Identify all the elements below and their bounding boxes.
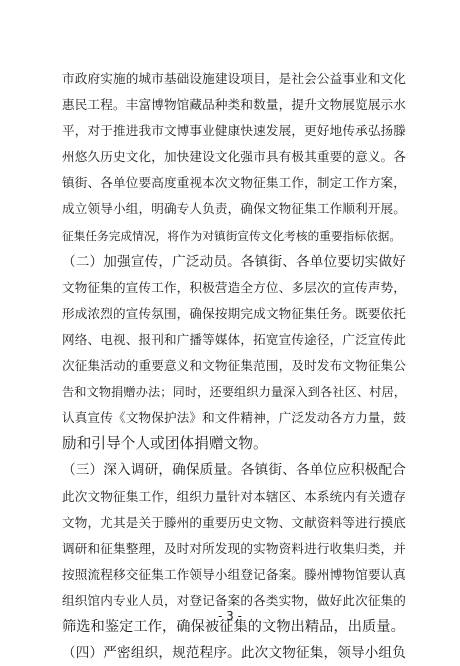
text-line: 筛选和鉴定工作，确保被征集的文物出精品，出质量。 — [62, 618, 405, 635]
text-line: 形成浓烈的宣传氛围，确保按期完成文物征集任务。既要依托 — [62, 305, 406, 321]
text-line: 文物，尤其是关于滕州的重要历史文物、文献资料等进行摸底 — [62, 514, 406, 530]
page-number: - 3 - — [218, 609, 242, 623]
text-line: 惠民工程。丰富博物馆藏品种类和数量，提升文物展览展示水 — [62, 97, 406, 113]
text-line: 网络、电视、报刊和广播等媒体，拓宽宣传途径，广泛宣传此 — [62, 331, 406, 347]
text-line: 征集任务完成情况，将作为对镇街宣传文化考核的重要指标依据。 — [62, 228, 402, 243]
text-line: 平，对于推进我市文博事业健康快速发展，更好地传承弘扬滕 — [62, 123, 406, 139]
section-heading-line: （二）加强宣传，广泛动员。各镇街、各单位要切实做好 — [62, 253, 406, 270]
text-line: 镇街、各单位要高度重视本次文物征集工作，制定工作方案， — [62, 175, 406, 191]
text-line: 调研和征集整理，及时对所发现的实物资料进行收集归类，并 — [62, 540, 406, 556]
section-heading-line: （四）严密组织，规范程序。此次文物征集，领导小组负 — [62, 645, 406, 662]
text-line: 按照流程移交征集工作领导小组登记备案。滕州博物馆要认真 — [62, 566, 406, 582]
text-line: 告和文物捐赠办法；同时，还要组织力量深入到各社区、村居， — [62, 385, 407, 400]
text-line: 励和引导个人或团体捐赠文物。 — [62, 435, 268, 453]
body-text — [62, 66, 406, 666]
section-heading-line: （三）深入调研，确保质量。各镇街、各单位应积极配合 — [62, 462, 406, 479]
text-line: 认真宣传《文物保护法》和文件精神，广泛发动各方力量，鼓 — [62, 410, 406, 426]
text-line: 市政府实施的城市基础设施建设项目，是社会公益事业和文化 — [62, 71, 406, 86]
text-line: 文物征集的宣传工作，积极营造全方位、多层次的宣传声势， — [62, 279, 406, 295]
text-line: 成立领导小组，明确专人负责，确保文物征集工作顺利开展。 — [62, 201, 406, 217]
text-line: 组织馆内专业人员，对登记备案的各类实物，做好此次征集的 — [62, 592, 406, 608]
text-line: 州悠久历史文化，加快建设文化强市具有极其重要的意义。各 — [62, 149, 406, 165]
text-line: 此次文物征集工作，组织力量针对本辖区、本系统内有关遗存 — [62, 488, 406, 504]
text-line: 次征集活动的重要意义和文物征集范围，及时发布文物征集公 — [62, 358, 406, 374]
